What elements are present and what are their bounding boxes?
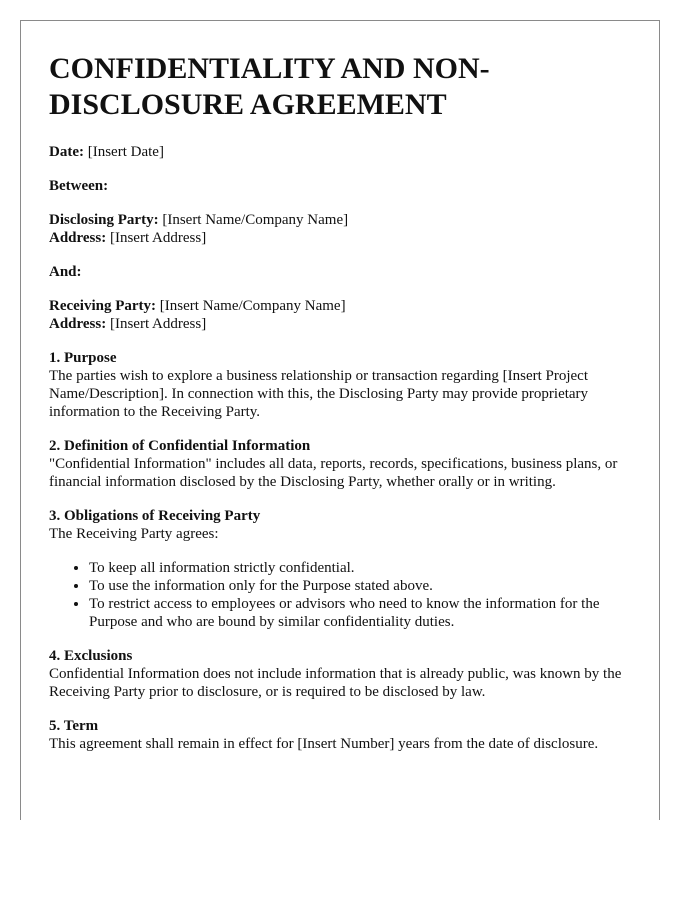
- receiving-party-block: [49, 297, 631, 333]
- section-obligations: [49, 507, 631, 631]
- obligations-list: [49, 559, 631, 631]
- receiving-address-value: [Insert Address]: [109, 316, 207, 332]
- date-value: [Insert Date]: [87, 144, 164, 160]
- section-heading: 3. Obligations of Receiving Party: [49, 508, 261, 524]
- section-body: "Confidential Information" includes all data, reports, records, specifications, business plans, or financial information disclosed by the Disclosing Party, whether orally or in writing.: [49, 456, 618, 490]
- document-page: [20, 20, 660, 820]
- section-body: The Receiving Party agrees:: [49, 526, 219, 542]
- disclosing-address-label: Address:: [49, 230, 107, 246]
- disclosing-address-value: [Insert Address]: [109, 230, 207, 246]
- document-title: CONFIDENTIALITY AND NON-DISCLOSURE AGREEMENT: [49, 52, 490, 121]
- section-purpose: [49, 349, 631, 421]
- receiving-party-value: [Insert Name/Company Name]: [159, 298, 346, 314]
- list-item: • To restrict access to employees or advisors who need to know the information for the Purpose and who are bound by similar confidentiality duties.: [89, 595, 631, 631]
- list-item: • To keep all information strictly confidential.: [89, 559, 631, 577]
- section-heading: 5. Term: [49, 718, 99, 734]
- and-line: [49, 263, 631, 281]
- date-line: [49, 143, 631, 161]
- list-item: • To use the information only for the Purpose stated above.: [89, 577, 631, 595]
- section-body: The parties wish to explore a business relationship or transaction regarding [Insert Project Name/Description]. In connection with this, the Disclosing Party may provide proprietary information to the Receiving Party.: [49, 368, 589, 420]
- and-label: And:: [49, 264, 82, 280]
- receiving-address-label: Address:: [49, 316, 107, 332]
- section-definition: [49, 437, 631, 491]
- section-exclusions: [49, 647, 631, 701]
- between-line: [49, 177, 631, 195]
- section-term: [49, 717, 631, 753]
- section-heading: 1. Purpose: [49, 350, 117, 366]
- section-heading: 4. Exclusions: [49, 648, 133, 664]
- disclosing-party-block: [49, 211, 631, 247]
- date-label: Date:: [49, 144, 84, 160]
- between-label: Between:: [49, 178, 109, 194]
- receiving-party-label: Receiving Party:: [49, 298, 157, 314]
- disclosing-party-value: [Insert Name/Company Name]: [162, 212, 349, 228]
- disclosing-party-label: Disclosing Party:: [49, 212, 159, 228]
- section-heading: 2. Definition of Confidential Information: [49, 438, 311, 454]
- section-body: Confidential Information does not include information that is already public, was known by the Receiving Party prior to disclosure, or is required to be disclosed by law.: [49, 666, 622, 700]
- section-body: This agreement shall remain in effect for [Insert Number] years from the date of disclosure.: [49, 736, 599, 752]
